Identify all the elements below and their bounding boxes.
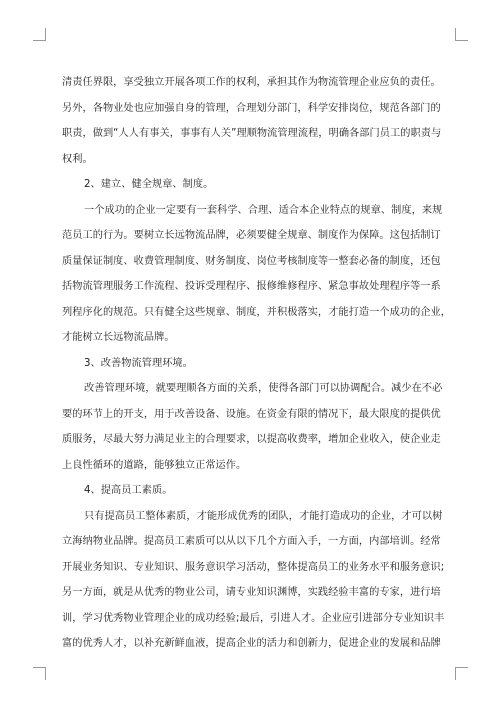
paragraph-line: 质服务，尽最大努力满足业主的合理要求，以提高收费率，增加企业收入，使企业走 — [62, 434, 441, 445]
paragraph-line: 列程序化的规范。只有健全这些规章、制度，并积极落实，才能打造一个成功的企业， — [62, 306, 452, 318]
document-body — [62, 70, 452, 657]
paragraph-line: 改善管理环境，就要理顺各方面的关系，使得各部门可以协调配合。减少在不必 — [84, 383, 443, 394]
paragraph-line: 训，学习优秀物业管理企业的成功经验;最后，引进人才。企业应引进部分专业知识丰 — [62, 612, 445, 624]
section-heading: 4、提高员工素质。 — [84, 485, 173, 496]
paragraph-line: 权利。 — [62, 153, 93, 165]
paragraph-line: 富的优秀人才，以补充新鲜血液，提高企业的活力和创新力，促进企业的发展和品牌 — [62, 638, 441, 649]
section-heading: 2、建立、健全规章、制度。 — [84, 179, 214, 190]
paragraph-line: 要的环节上的开支，用于改善设备、设施。在资金有限的情况下，最大限度的提供优 — [62, 408, 441, 420]
paragraph-line: 立海纳物业品牌。提高员工素质可以从以下几个方面入手，一方面，内部培训。经常 — [62, 536, 441, 547]
crop-mark-top-left — [33, 28, 46, 41]
paragraph-line: 括物流管理服务工作流程、投诉受理程序、报修维修程序、紧急事故处理程序等一系 — [62, 281, 441, 292]
paragraph-line: 开展业务知识、专业知识、服务意识学习活动，整体提高员工的业务水平和服务意识; — [62, 561, 445, 573]
paragraph-line: 范员工的行为。要树立长远物流品牌，必须要健全规章、制度作为保障。这包括制订 — [62, 230, 441, 241]
paragraph-line: 只有提高员工整体素质，才能形成优秀的团队，才能打造成功的企业，才可以树 — [84, 510, 443, 522]
crop-mark-top-right — [455, 28, 468, 41]
paragraph-line: 才能树立长远物流品牌。 — [62, 332, 175, 343]
paragraph-line: 一个成功的企业一定要有一套科学、合理、适合本企业特点的规章、制度，来规 — [84, 204, 443, 216]
paragraph-line: 另外，各物业处也应加强自身的管理，合理划分部门，科学安排岗位，规范各部门的 — [62, 102, 441, 114]
crop-mark-bottom-right — [455, 667, 468, 680]
paragraph-line: 另一方面，就是从优秀的物业公司，请专业知识渊博，实践经验丰富的专家，进行培 — [62, 587, 441, 598]
crop-mark-bottom-left — [33, 667, 46, 680]
section-heading: 3、改善物流管理环境。 — [84, 357, 193, 369]
paragraph-line: 上良性循环的道路，能够独立正常运作。 — [62, 459, 247, 471]
paragraph-line: 清责任界限，享受独立开展各项工作的权利，承担其作为物流管理企业应负的责任。 — [62, 77, 441, 88]
paragraph-line: 职责，做到“人人有事关，事事有人关”理顺物流管理流程，明确各部门员工的职责与 — [62, 128, 442, 139]
paragraph-line: 质量保证制度、收费管理制度、财务制度、岗位考核制度等一整套必备的制度，还包 — [62, 255, 441, 267]
